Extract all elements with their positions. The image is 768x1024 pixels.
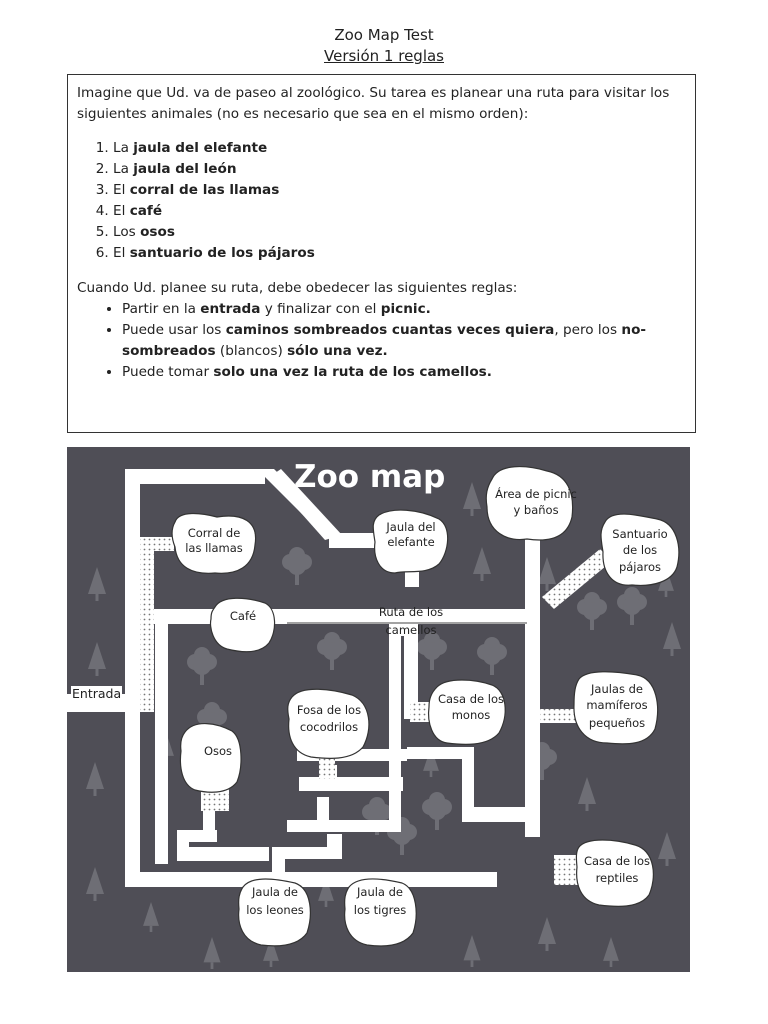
animal-item: 4. El café [113,201,686,222]
label-pajaros: de los [622,543,658,557]
label-reptiles: Casa de los [583,854,651,868]
label-mamiferos: pequeños [588,716,646,730]
animal-item: 1. La jaula del elefante [113,138,686,159]
label-cocodrilos: cocodrilos [299,720,359,734]
rule-list [77,299,686,383]
rule-item: • Puede tomar solo una vez la ruta de los camellos. [122,362,686,383]
animal-item: 3. El corral de las llamas [113,180,686,201]
label-reptiles: reptiles [595,871,639,885]
label-llamas: Corral de [187,526,241,540]
animal-item: 6. El santuario de los pájaros [113,243,686,264]
location-cocodrilos [288,689,369,758]
camel-route-label: Ruta de los [378,605,444,619]
label-cocodrilos: Fosa de los [296,703,362,717]
label-pajaros: Santuario [612,527,668,541]
label-leones: Jaula de [252,885,298,899]
label-osos: Osos [203,744,233,758]
location-leones [239,879,311,946]
label-tigres: Jaula de [357,885,403,899]
rules-lead: Cuando Ud. planee su ruta, debe obedecer las siguientes reglas: [77,280,518,296]
zoo-map [67,447,690,972]
label-cafe: Café [229,609,257,623]
location-cafe [211,598,275,651]
label-mamiferos: mamíferos [586,698,648,712]
location-tigres [345,879,417,946]
label-picnic: y baños [513,503,559,517]
page-title: Zoo Map Test [334,26,434,44]
label-llamas: las llamas [185,541,243,555]
location-llamas [172,513,256,573]
map-title: Zoo map [294,459,446,495]
page-subtitle: Versión 1 reglas [324,47,444,65]
rules-intro: Imagine que Ud. va de paseo al zoológico. Su tarea es planear una ruta para visitar los siguientes animales (no es necesario que sea en el mismo orden): [77,85,670,122]
location-elefante [373,510,447,573]
location-pajaros [601,514,679,585]
animal-item: 2. La jaula del león [113,159,686,180]
label-elefante: elefante [387,535,435,549]
rule-item: • Puede usar los caminos sombreados cuantas veces quiera, pero los no-sombreados (blancos) sólo una vez. [122,320,686,362]
rule-item: • Partir en la entrada y finalizar con el picnic. [122,299,686,320]
label-pajaros: pájaros [618,560,662,574]
animal-item: 5. Los osos [113,222,686,243]
label-elefante: Jaula del [386,520,436,534]
location-monos [429,680,506,744]
label-picnic: Área de picnic [495,487,577,501]
animal-list [77,138,686,264]
label-leones: los leones [246,903,304,917]
label-mamiferos: Jaulas de [591,682,643,696]
label-monos: monos [451,708,491,722]
rules-box [67,74,696,433]
location-osos [180,724,241,793]
label-tigres: los tigres [353,903,407,917]
camel-route-label: camellos [385,623,437,637]
location-mamiferos [574,672,658,744]
location-reptiles [576,840,653,906]
entrance-label: Entrada [72,686,122,701]
label-monos: Casa de los [437,692,505,706]
